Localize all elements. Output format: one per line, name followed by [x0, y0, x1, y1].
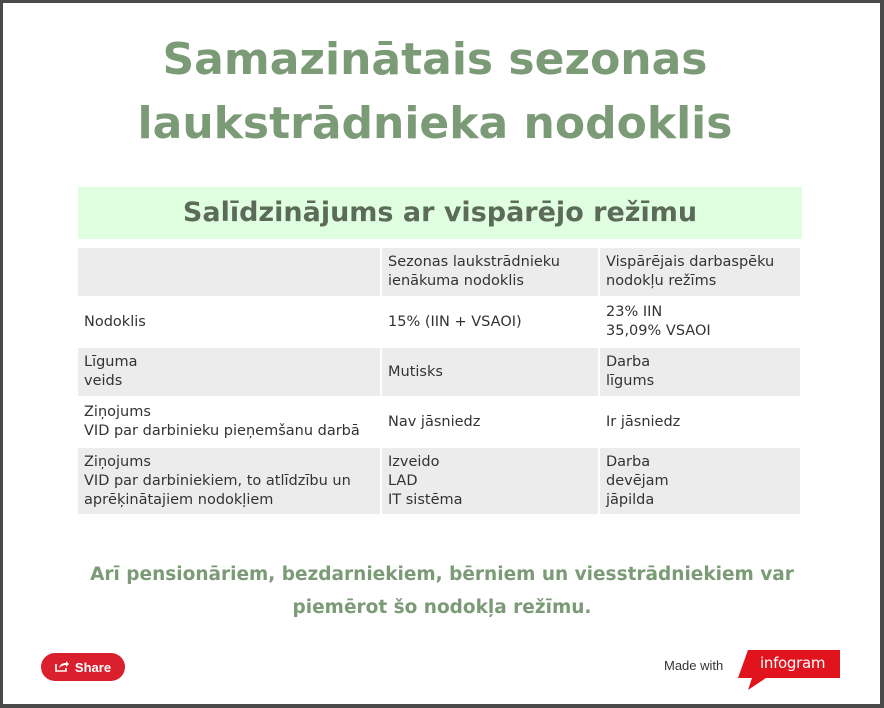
table-cell: Ir jāsniedz — [600, 398, 800, 446]
table-cell: 23% IIN 35,09% VSAOI — [600, 298, 800, 346]
share-label: Share — [74, 659, 112, 675]
footer-note-line-2: piemērot šo nodokļa režīmu. — [292, 597, 592, 618]
table-row — [78, 398, 800, 446]
table-cell: Līguma veids — [78, 348, 380, 396]
subtitle: Salīdzinājums ar vispārējo režīmu — [182, 197, 698, 228]
table-cell: Ziņojums VID par darbinieku pieņemšanu darbā — [78, 398, 380, 446]
subtitle-banner — [78, 187, 802, 239]
share-button[interactable] — [41, 653, 125, 681]
title-line-1: Samazinātais sezonas — [162, 34, 708, 85]
made-with-label: Made with — [664, 658, 724, 673]
page-title — [0, 28, 870, 156]
table-header-row — [78, 248, 800, 296]
infogram-logo-text: infogram — [760, 654, 826, 672]
table-cell: Darba līgums — [600, 348, 800, 396]
table-cell: Nodoklis — [78, 298, 380, 346]
table-cell: Nav jāsniedz — [382, 398, 598, 446]
table-row — [78, 348, 800, 396]
table-cell: Mutisks — [382, 348, 598, 396]
table-cell: Izveido LAD IT sistēma — [382, 448, 598, 514]
table-cell: Darba devējam jāpilda — [600, 448, 800, 514]
infogram-logo[interactable] — [738, 650, 840, 690]
table-header-cell — [78, 248, 380, 296]
share-icon — [55, 660, 69, 675]
table-header-cell: Vispārējais darbaspēku nodokļu režīms — [600, 248, 800, 296]
title-line-2: laukstrādnieka nodoklis — [137, 98, 733, 149]
table-row — [78, 298, 800, 346]
footer-note-line-1: Arī pensionāriem, bezdarniekiem, bērniem un viesstrādniekiem var — [90, 564, 794, 585]
table-header-cell: Sezonas laukstrādnieku ienākuma nodoklis — [382, 248, 598, 296]
table-cell: 15% (IIN + VSAOI) — [382, 298, 598, 346]
table-cell: Ziņojums VID par darbiniekiem, to atlīdzību un aprēķinātajiem nodokļiem — [78, 448, 380, 514]
footer-note — [0, 558, 884, 624]
comparison-table — [76, 246, 802, 516]
table-row — [78, 448, 800, 514]
